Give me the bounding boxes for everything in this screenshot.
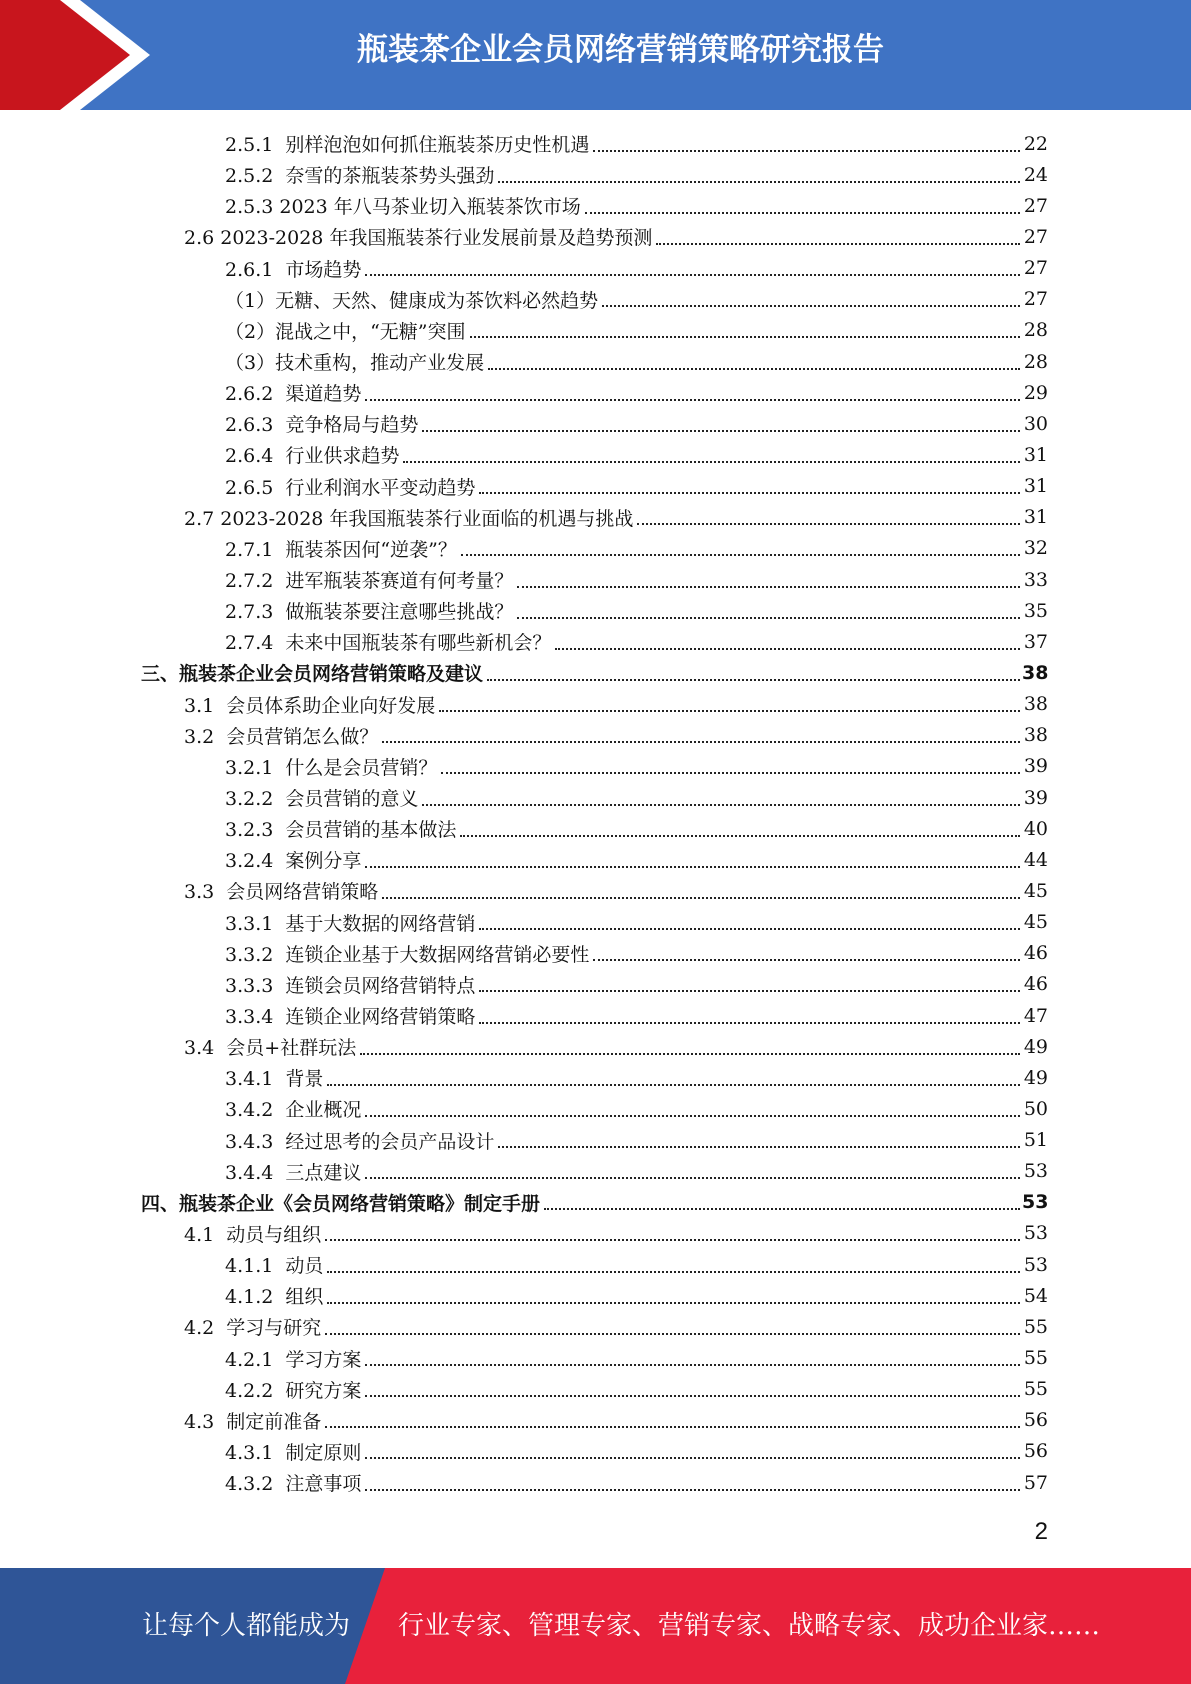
dot-leader bbox=[461, 554, 1020, 556]
toc-entry[interactable] bbox=[0, 595, 1191, 626]
toc-entry-page: 53 bbox=[1022, 1191, 1049, 1214]
toc-entry-page: 31 bbox=[1023, 506, 1048, 529]
toc-entry-title: 3.3.2 连锁企业基于大数据网络营销必要性 bbox=[225, 943, 590, 966]
dot-leader bbox=[422, 804, 1020, 806]
toc-entry-page: 50 bbox=[1023, 1097, 1048, 1120]
toc-entry[interactable] bbox=[0, 689, 1191, 720]
toc-entry-page: 49 bbox=[1023, 1035, 1048, 1058]
toc-entry[interactable] bbox=[0, 408, 1191, 439]
toc-entry-title: 2.5.1 别样泡泡如何抓住瓶装茶历史性机遇 bbox=[225, 134, 590, 157]
dot-leader bbox=[488, 368, 1020, 370]
toc-entry-page: 28 bbox=[1023, 350, 1048, 373]
dot-leader bbox=[325, 1426, 1020, 1428]
toc-entry[interactable] bbox=[0, 190, 1191, 221]
toc-entry-page: 38 bbox=[1023, 693, 1048, 716]
toc-entry-page: 33 bbox=[1023, 568, 1048, 591]
dot-leader bbox=[365, 1457, 1020, 1459]
page-footer bbox=[0, 1568, 1191, 1684]
toc-entry-title: 3.2.1 什么是会员营销？ bbox=[225, 756, 438, 779]
toc-entry-title: 2.6.2 渠道趋势 bbox=[225, 383, 362, 406]
toc-entry-title: 4.3 制定前准备 bbox=[184, 1410, 322, 1433]
dot-leader bbox=[382, 741, 1020, 743]
toc-entry-title: 4.2.2 研究方案 bbox=[225, 1379, 362, 1402]
toc-entry-page: 22 bbox=[1023, 132, 1048, 155]
toc-entry[interactable] bbox=[0, 1405, 1191, 1436]
dot-leader bbox=[487, 679, 1020, 681]
toc-entry-title: 3.1 会员体系助企业向好发展 bbox=[184, 694, 436, 717]
toc-entry[interactable] bbox=[0, 938, 1191, 969]
dot-leader bbox=[365, 399, 1020, 401]
toc-entry[interactable] bbox=[0, 1125, 1191, 1156]
toc-entry-title: 3.2.3 会员营销的基本做法 bbox=[225, 819, 457, 842]
dot-leader bbox=[555, 648, 1020, 650]
toc-entry-title: 3.4.1 背景 bbox=[225, 1068, 324, 1091]
toc-entry-title: 3.3 会员网络营销策略 bbox=[184, 881, 379, 904]
toc-entry-page: 31 bbox=[1023, 475, 1048, 498]
dot-leader bbox=[365, 1115, 1020, 1117]
toc-entry[interactable] bbox=[0, 720, 1191, 751]
toc-entry[interactable] bbox=[0, 1093, 1191, 1124]
toc-entry-page: 30 bbox=[1023, 412, 1048, 435]
toc-entry-page: 53 bbox=[1023, 1160, 1048, 1183]
toc-entry-page: 39 bbox=[1023, 755, 1048, 778]
dot-leader bbox=[365, 274, 1020, 276]
toc-entry-page: 38 bbox=[1023, 724, 1048, 747]
toc-entry-page: 37 bbox=[1023, 630, 1048, 653]
toc-entry-title: 2.7.1 瓶装茶因何“逆袭”？ bbox=[225, 538, 457, 561]
toc-entry[interactable] bbox=[0, 1436, 1191, 1467]
toc-entry[interactable] bbox=[0, 907, 1191, 938]
toc-entry-title: （2）混战之中，“无糖”突围 bbox=[225, 320, 466, 343]
toc-entry-page: 46 bbox=[1023, 973, 1048, 996]
toc-entry-title: 2.5.2 奈雪的茶瓶装茶势头强劲 bbox=[225, 165, 495, 188]
dot-leader bbox=[602, 305, 1020, 307]
toc-entry-page: 55 bbox=[1023, 1347, 1048, 1370]
toc-entry-page: 51 bbox=[1023, 1129, 1048, 1152]
toc-entry[interactable] bbox=[0, 1156, 1191, 1187]
toc-entry[interactable] bbox=[0, 1342, 1191, 1373]
toc-entry[interactable] bbox=[0, 253, 1191, 284]
toc-entry-page: 44 bbox=[1023, 848, 1048, 871]
toc-entry-title: 3.3.1 基于大数据的网络营销 bbox=[225, 912, 476, 935]
toc-entry[interactable] bbox=[0, 657, 1191, 688]
toc-entry-title: 2.7.3 做瓶装茶要注意哪些挑战？ bbox=[225, 601, 514, 624]
toc-entry-page: 45 bbox=[1023, 879, 1048, 902]
toc-entry[interactable] bbox=[0, 1062, 1191, 1093]
toc-entry[interactable] bbox=[0, 844, 1191, 875]
dot-leader bbox=[479, 990, 1020, 992]
toc-entry[interactable] bbox=[0, 377, 1191, 408]
toc-entry-title: 3.3.3 连锁会员网络营销特点 bbox=[225, 974, 476, 997]
page-number: 2 bbox=[1034, 1518, 1048, 1545]
dot-leader bbox=[544, 1208, 1020, 1210]
toc-entry-title: 3.3.4 连锁企业网络营销策略 bbox=[225, 1006, 476, 1028]
dot-leader bbox=[593, 150, 1020, 152]
table-of-contents bbox=[0, 128, 1191, 1498]
toc-entry-page: 54 bbox=[1023, 1284, 1048, 1307]
dot-leader bbox=[365, 1177, 1020, 1179]
toc-entry-title: 2.6.3 竞争格局与趋势 bbox=[225, 414, 419, 437]
toc-entry-page: 47 bbox=[1023, 1004, 1048, 1027]
dot-leader bbox=[460, 835, 1020, 837]
dot-leader bbox=[403, 461, 1020, 463]
dot-leader bbox=[441, 772, 1020, 774]
dot-leader bbox=[360, 1053, 1020, 1055]
dot-leader bbox=[327, 1271, 1020, 1273]
toc-entry[interactable] bbox=[0, 782, 1191, 813]
toc-entry-page: 28 bbox=[1023, 319, 1048, 342]
toc-entry-title: 2.7 2023-2028 年我国瓶装茶行业面临的机遇与挑战 bbox=[184, 507, 634, 530]
toc-entry-page: 46 bbox=[1023, 942, 1048, 965]
toc-entry[interactable] bbox=[0, 1031, 1191, 1062]
toc-entry-page: 56 bbox=[1023, 1409, 1048, 1432]
dot-leader bbox=[479, 492, 1020, 494]
toc-entry[interactable] bbox=[0, 1218, 1191, 1249]
dot-leader bbox=[325, 1333, 1020, 1335]
toc-entry-title: （3）技术重构，推动产业发展 bbox=[225, 352, 485, 375]
toc-entry[interactable] bbox=[0, 626, 1191, 657]
toc-entry[interactable] bbox=[0, 315, 1191, 346]
dot-leader bbox=[593, 959, 1020, 961]
dot-leader bbox=[479, 928, 1020, 930]
toc-entry[interactable] bbox=[0, 502, 1191, 533]
dot-leader bbox=[422, 430, 1020, 432]
dot-leader bbox=[470, 336, 1020, 338]
toc-entry-page: 45 bbox=[1023, 911, 1048, 934]
dot-leader bbox=[365, 1395, 1020, 1397]
toc-entry[interactable] bbox=[0, 969, 1191, 1000]
page-header bbox=[0, 0, 1191, 110]
toc-entry-title: 2.7.2 进军瓶装茶赛道有何考量？ bbox=[225, 570, 514, 593]
toc-entry-page: 57 bbox=[1023, 1471, 1048, 1494]
toc-entry-title: 3.2 会员营销怎么做？ bbox=[184, 725, 379, 748]
toc-entry-page: 39 bbox=[1023, 786, 1048, 809]
toc-entry[interactable] bbox=[0, 346, 1191, 377]
footer-slogan-right: 行业专家、管理专家、营销专家、战略专家、成功企业家…… bbox=[398, 1611, 1101, 1641]
toc-entry[interactable] bbox=[0, 751, 1191, 782]
toc-entry-title: 三、瓶装茶企业会员网络营销策略及建议 bbox=[141, 663, 484, 686]
dot-leader bbox=[325, 1239, 1020, 1241]
toc-entry[interactable] bbox=[0, 221, 1191, 252]
toc-entry-title: 3.4.3 经过思考的会员产品设计 bbox=[225, 1130, 495, 1153]
toc-entry-title: 2.5.3 2023 年八马茶业切入瓶装茶饮市场 bbox=[225, 196, 581, 219]
toc-entry-title: 4.2.1 学习方案 bbox=[225, 1348, 362, 1371]
dot-leader bbox=[365, 1489, 1020, 1491]
toc-entry[interactable] bbox=[0, 533, 1191, 564]
toc-entry[interactable] bbox=[0, 813, 1191, 844]
toc-entry-title: 2.6 2023-2028 年我国瓶装茶行业发展前景及趋势预测 bbox=[184, 227, 653, 250]
report-title: 瓶装茶企业会员网络营销策略研究报告 bbox=[357, 32, 884, 68]
toc-entry[interactable] bbox=[0, 1000, 1191, 1031]
toc-entry-page: 35 bbox=[1023, 599, 1048, 622]
toc-entry-page: 27 bbox=[1023, 225, 1048, 248]
dot-leader bbox=[479, 1022, 1020, 1024]
dot-leader bbox=[498, 181, 1020, 183]
dot-leader bbox=[517, 586, 1020, 588]
toc-entry-page: 29 bbox=[1023, 381, 1048, 404]
footer-slogan-left: 让每个人都能成为 bbox=[142, 1611, 351, 1641]
dot-leader bbox=[327, 1084, 1020, 1086]
toc-entry-title: （1）无糖、天然、健康成为茶饮料必然趋势 bbox=[225, 289, 599, 312]
toc-entry-page: 27 bbox=[1023, 194, 1048, 217]
toc-entry-page: 49 bbox=[1023, 1066, 1048, 1089]
dot-leader bbox=[637, 523, 1020, 525]
toc-entry[interactable] bbox=[0, 1311, 1191, 1342]
toc-entry-title: 3.4.4 三点建议 bbox=[225, 1161, 362, 1184]
toc-entry-page: 53 bbox=[1023, 1253, 1048, 1276]
toc-entry-page: 24 bbox=[1023, 163, 1048, 186]
toc-entry-title: 4.3.2 注意事项 bbox=[225, 1473, 362, 1496]
toc-entry-page: 27 bbox=[1023, 257, 1048, 280]
toc-entry-title: 4.2 学习与研究 bbox=[184, 1317, 322, 1340]
toc-entry-page: 31 bbox=[1023, 443, 1048, 466]
toc-entry-title: 3.4 会员+社群玩法 bbox=[184, 1037, 357, 1060]
toc-entry-page: 53 bbox=[1023, 1222, 1048, 1245]
toc-entry-page: 32 bbox=[1023, 537, 1048, 560]
dot-leader bbox=[517, 617, 1020, 619]
toc-entry[interactable] bbox=[0, 1374, 1191, 1405]
toc-entry-title: 2.6.4 行业供求趋势 bbox=[225, 445, 400, 468]
toc-entry-title: 4.1.1 动员 bbox=[225, 1255, 324, 1278]
dot-leader bbox=[439, 710, 1020, 712]
dot-leader bbox=[656, 243, 1020, 245]
toc-entry[interactable] bbox=[0, 159, 1191, 190]
toc-entry-title: 3.4.2 企业概况 bbox=[225, 1099, 362, 1122]
toc-entry-title: 3.2.4 案例分享 bbox=[225, 850, 362, 873]
toc-entry[interactable] bbox=[0, 471, 1191, 502]
dot-leader bbox=[382, 897, 1020, 899]
toc-entry-title: 3.2.2 会员营销的意义 bbox=[225, 788, 419, 811]
toc-entry-page: 40 bbox=[1023, 817, 1048, 840]
toc-entry[interactable] bbox=[0, 284, 1191, 315]
toc-entry[interactable] bbox=[0, 564, 1191, 595]
dot-leader bbox=[498, 1146, 1020, 1148]
toc-entry-title: 2.6.5 行业利润水平变动趋势 bbox=[225, 476, 476, 499]
dot-leader bbox=[365, 1364, 1020, 1366]
toc-entry-title: 4.1.2 组织 bbox=[225, 1286, 324, 1309]
toc-entry[interactable] bbox=[0, 875, 1191, 906]
dot-leader bbox=[365, 866, 1020, 868]
toc-entry-page: 55 bbox=[1023, 1378, 1048, 1401]
dot-leader bbox=[585, 212, 1020, 214]
toc-entry[interactable] bbox=[0, 439, 1191, 470]
toc-entry-title: 2.6.1 市场趋势 bbox=[225, 258, 362, 281]
toc-entry[interactable] bbox=[0, 1187, 1191, 1218]
toc-entry-title: 四、瓶装茶企业《会员网络营销策略》制定手册 bbox=[141, 1192, 541, 1215]
toc-entry[interactable] bbox=[0, 1280, 1191, 1311]
toc-entry-title: 4.1 动员与组织 bbox=[184, 1223, 322, 1246]
toc-entry[interactable] bbox=[0, 1249, 1191, 1280]
toc-entry-page: 55 bbox=[1023, 1315, 1048, 1338]
toc-entry-title: 4.3.1 制定原则 bbox=[225, 1441, 362, 1464]
toc-entry-page: 27 bbox=[1023, 288, 1048, 311]
dot-leader bbox=[327, 1302, 1020, 1304]
toc-entry-page: 56 bbox=[1023, 1440, 1048, 1463]
toc-entry-title: 2.7.4 未来中国瓶装茶有哪些新机会？ bbox=[225, 632, 552, 655]
toc-entry-page: 38 bbox=[1022, 661, 1049, 684]
toc-entry[interactable] bbox=[0, 128, 1191, 159]
toc-entry[interactable] bbox=[0, 1467, 1191, 1498]
